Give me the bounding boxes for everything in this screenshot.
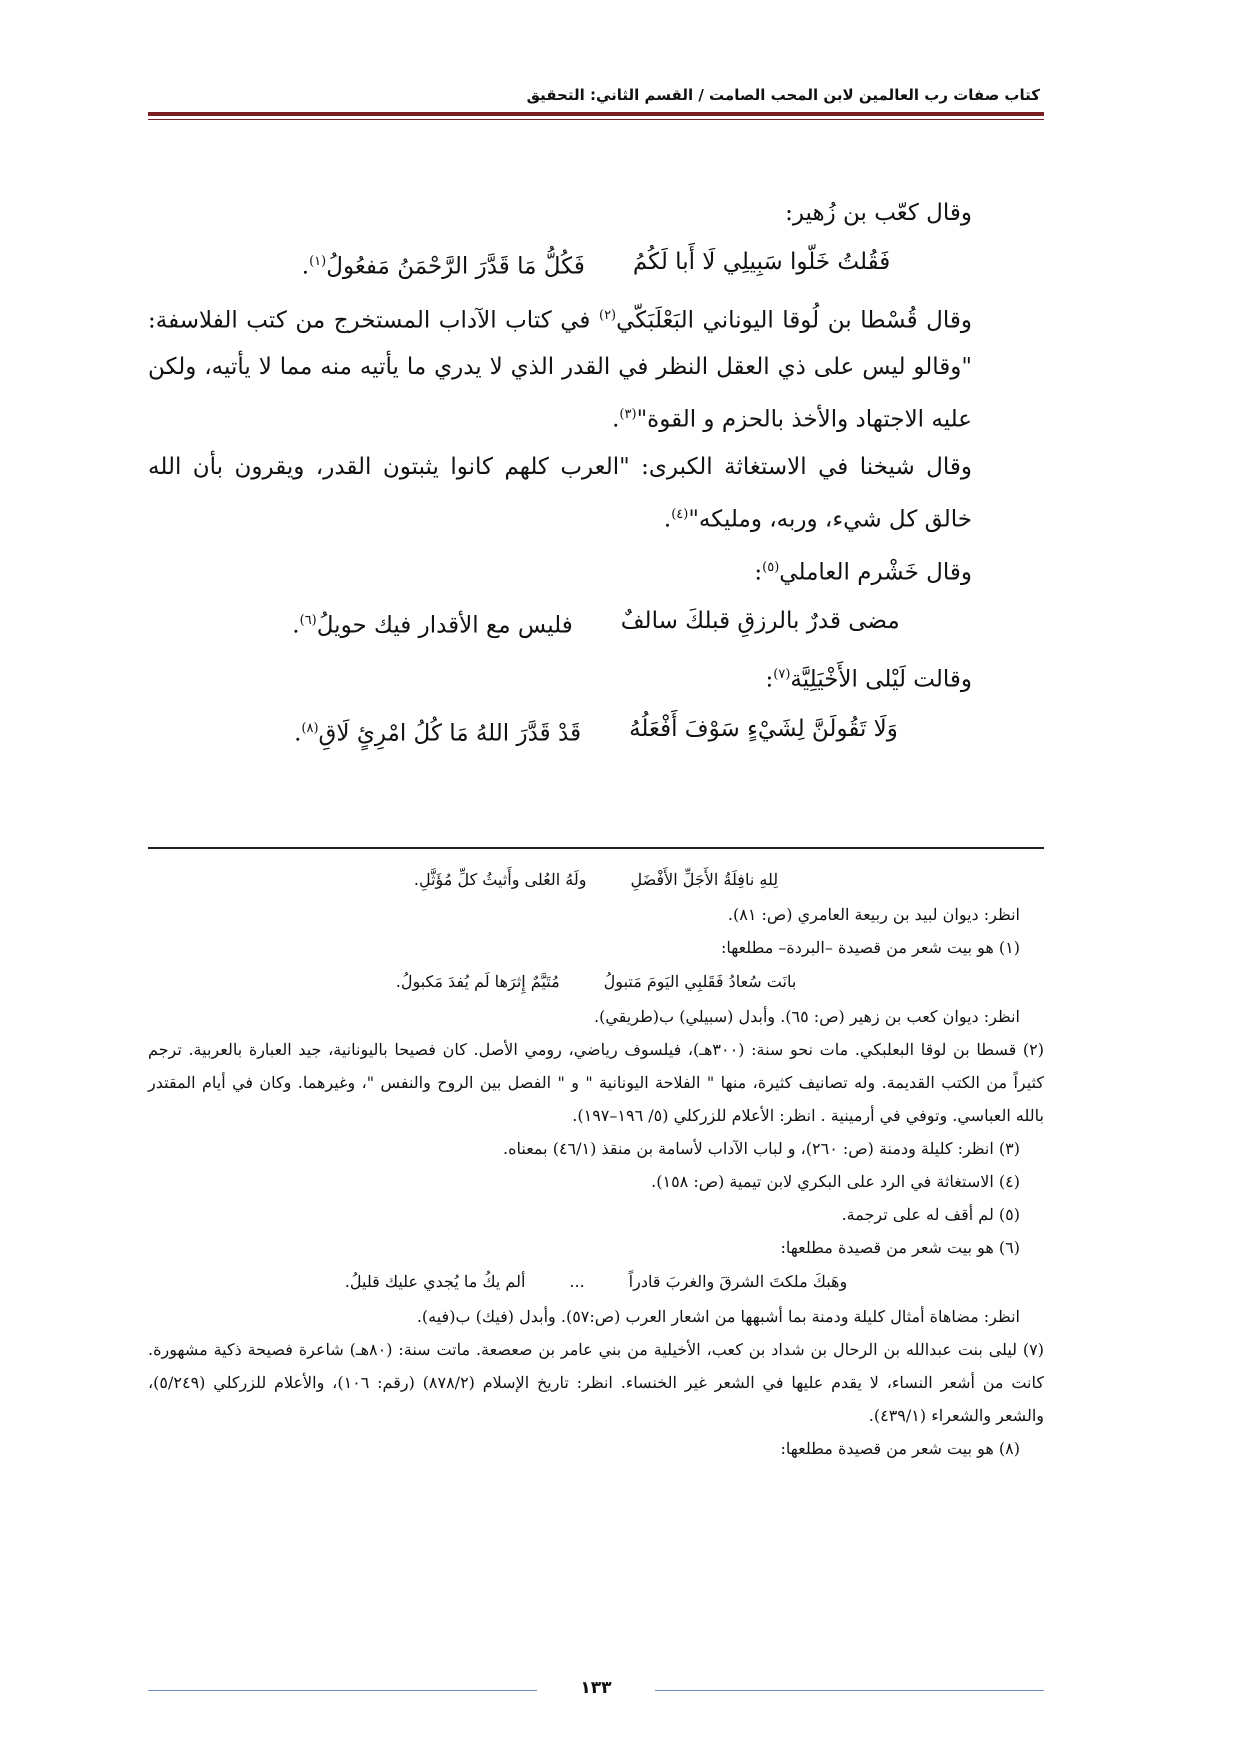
verse-hemistich-second: فليس مع الأقدار فيك حويلُ$^{(٦)}$. (292, 612, 573, 639)
footnote-marker: (٥) (762, 559, 780, 575)
footnote-5: (٥) لم أقف له على ترجمة. (841, 1205, 1020, 1224)
footnote-marker: (٤) (671, 506, 689, 522)
verse-hemistich-second: فَكُلُّ مَا قَدَّرَ الرَّحْمَنُ مَفعُولُ$^{(١)}$. (301, 253, 585, 280)
verse-layla (148, 704, 1044, 759)
footnote-7: (٧) ليلى بنت عبدالله بن الرحال بن شداد بن كعب، الأخيلية من بني عامر بن صعصعة. ماتت سنة: (٨٠هـ) شاعرة فصيحة ذكية مشهورة. كانت من أشعر النساء، لا يقدم عليها في الشعر غير الخنساء. انظر: تاريخ الإسلام (٨٧٨/٢) (رقم: ١٠٦)، والأعلام للزركلي (٥/٢٤٩)، والشعر والشعراء (٤٣٩/١). (148, 1340, 1044, 1425)
paragraph-intro-khashram: وقال خَشْرم العاملي$^{(٥)}$: (754, 559, 972, 586)
page-number: ١٣٣ (580, 1678, 612, 1698)
footnote-1: (١) هو بيت شعر من قصيدة –البردة– مطلعها: (720, 938, 1020, 957)
verse-hemistich-second: قَدْ قَدَّرَ اللهُ مَا كُلُ امْرِئٍ لَاقِ$^{(٨)}$. (294, 720, 582, 747)
footnote-8: (٨) هو بيت شعر من قصيدة مطلعها: (780, 1439, 1020, 1458)
footnote-verse: بانَت سُعادُ فَقَلبِي اليَومَ مَتبولُ مُتَيَّمٌ إِثرَها لَم يُفدَ مَكبولُ. (395, 972, 797, 991)
paragraph-istighatha: وقال شيخنا في الاستغاثة الكبرى: "العرب كلهم كانوا يثبتون القدر، ويقرون بأن الله خالق كل شيء، وربه، ومليكه"$^{(٤)}$. (148, 453, 972, 533)
footnote-4: (٤) الاستغاثة في الرد على البكري لابن تيمية (ص: ١٥٨). (651, 1172, 1020, 1191)
footnote-marker: (٦) (299, 613, 317, 629)
footer-rule-left (148, 1690, 537, 1691)
footnote-verse: لِلهِ نافِلَةُ الأَجَلِّ الأَفْضَلِ ولَهُ العُلى وأَثيثُ كلِّ مُؤَثَّلِ. (413, 870, 779, 889)
running-header: كتاب صفات رب العالمين لابن المحب الصامت / القسم الثاني: التحقيق (526, 86, 1040, 104)
paragraph-intro-kaab: وقال كعّب بن زُهير: (785, 200, 972, 226)
footnotes (148, 862, 1044, 1465)
footnote-marker: (٢) (598, 307, 617, 323)
paragraph-qusta: وقال قُسْطا بن لُوقا اليوناني البَعْلَبَكّي$^{(٢)}$ في كتاب الآداب المستخرج من كتب الفلاسفة: "وقالو ليس على ذي العقل النظر في القدر الذي لا يدري ما يأتيه منه مما لا يأتيه، ولكن عليه الاجتهاد والأخذ بالحزم و القوة"$^{(٣)}$. (148, 307, 972, 433)
header-rule (148, 112, 1044, 116)
footnote-3: (٣) انظر: كليلة ودمنة (ص: ٢٦٠)، و لباب الآداب لأسامة بن منقذ (٤٦/١) بمعناه. (503, 1139, 1020, 1158)
main-text (148, 190, 1044, 758)
footnote-separator (148, 847, 1044, 849)
footnote-line: انظر: مضاهاة أمثال كليلة ودمنة بما أشبهها من اشعار العرب (ص:٥٧). وأبدل (فيك) ب(فيه). (416, 1307, 1020, 1326)
footnote-marker: (٣) (619, 407, 637, 423)
verse-hemistich-first: وَلَا تَقُولَنَّ لِشَيْءٍ سَوْفَ أَفْعَلُهُ (629, 715, 898, 742)
verse-kaab (148, 237, 1044, 292)
footnote-line: انظر: ديوان لبيد بن ربيعة العامري (ص: ٨١). (727, 905, 1020, 924)
footnote-verse: وهَبكَ ملكتَ الشرقَ والغربَ قادراً ... ألم يكُ ما يُجدي عليك قليلُ. (344, 1272, 848, 1291)
header-rule-thin (148, 119, 1044, 120)
footer-rule-right (655, 1690, 1044, 1691)
footnote-marker: (١) (309, 254, 327, 269)
footnote-line: انظر: ديوان كعب بن زهير (ص: ٦٥). وأبدل (سبيلي) ب(طريقي). (594, 1007, 1020, 1026)
verse-hemistich-first: مضى قدرٌ بالرزقِ قبلكَ سالفٌ (620, 608, 900, 635)
paragraph-intro-layla: وقالت لَيْلى الأَخْيَلِيَّة$^{(٧)}$: (765, 666, 972, 693)
verse-hemistich-first: فَقُلتُ خَلّوا سَبِيلِي لَا أَبا لَكُمُ (632, 249, 891, 275)
footnote-2: (٢) قسطا بن لوقا البعلبكي. مات نحو سنة: (٣٠٠هـ)، فيلسوف رياضي، رومي الأصل. كان فصيحا باليونانية، جيد العبارة بالعربية. ترجم كثيراً من الكتب القديمة. وله تصانيف كثيرة، منها " الفلاحة اليونانية " و " الفصل بين الروح والنفس "، وغيرهما. وكان في أيام المقتدر بالله العباسي. وتوفي في أرمينية . انظر: الأعلام للزركلي (٥/ ١٩٦–١٩٧). (148, 1040, 1044, 1125)
footnote-6: (٦) هو بيت شعر من قصيدة مطلعها: (780, 1238, 1020, 1257)
verse-khashram (148, 596, 1044, 651)
footnote-marker: (٨) (301, 720, 319, 736)
footnote-marker: (٧) (773, 666, 791, 682)
